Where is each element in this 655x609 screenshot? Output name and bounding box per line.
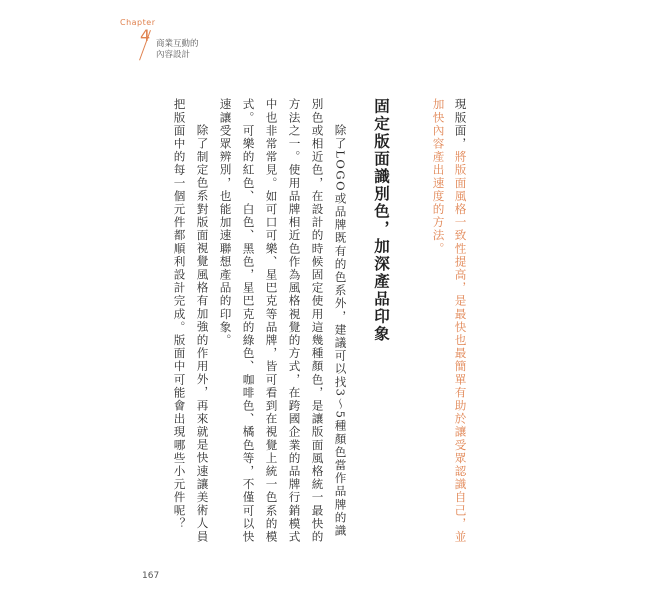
chapter-number: 4	[140, 26, 151, 45]
text-column-8: 速讓受眾辨別，也能加速聯想產品的印象。	[218, 98, 233, 347]
text-column-2: 加快內容產出速度的方法。	[431, 98, 446, 256]
text-column-5: 方法之一。使用品牌相近色作為風格視覺的方式，在跨國企業的品牌行銷模式	[287, 98, 302, 544]
text-column-1	[454, 98, 466, 543]
text-column-7: 式。可樂的紅色、白色、黑色，星巴克的綠色、咖啡色、橘色等，不僅可以快	[241, 98, 256, 544]
chapter-title-line1: 商業互動的	[156, 39, 199, 49]
text-column-6: 中也非常常見。如可口可樂、星巴克等品牌，皆可看到在視覺上統一色系的模	[264, 98, 279, 544]
section-heading: 固定版面識別色，加深產品印象	[372, 98, 390, 343]
chapter-label: Chapter	[120, 18, 156, 27]
page-number: 167	[142, 571, 160, 581]
text-column-3: 除了LOGO或品牌既有的色系外，建議可以找3～5種顏色當作品牌的識	[333, 124, 348, 538]
text-column-4: 別色或相近色，在設計的時候固定使用這幾種顏色，是讓版面風格統一最快的	[310, 98, 325, 544]
text-column-1-plain: 現版面，	[453, 98, 468, 151]
chapter-title-line2: 內容設計	[156, 50, 191, 60]
text-column-1-highlight: 將版面風格一致性提高，是最快也最簡單有助於讓受眾認識自己，並	[453, 150, 468, 544]
text-column-9: 除了制定色系對版面視覺風格有加強的作用外，再來就是快速讓美術人員	[195, 124, 210, 544]
text-column-10: 把版面中的每一個元件都順利設計完成。版面中可能會出現哪些小元件呢？	[172, 98, 187, 531]
